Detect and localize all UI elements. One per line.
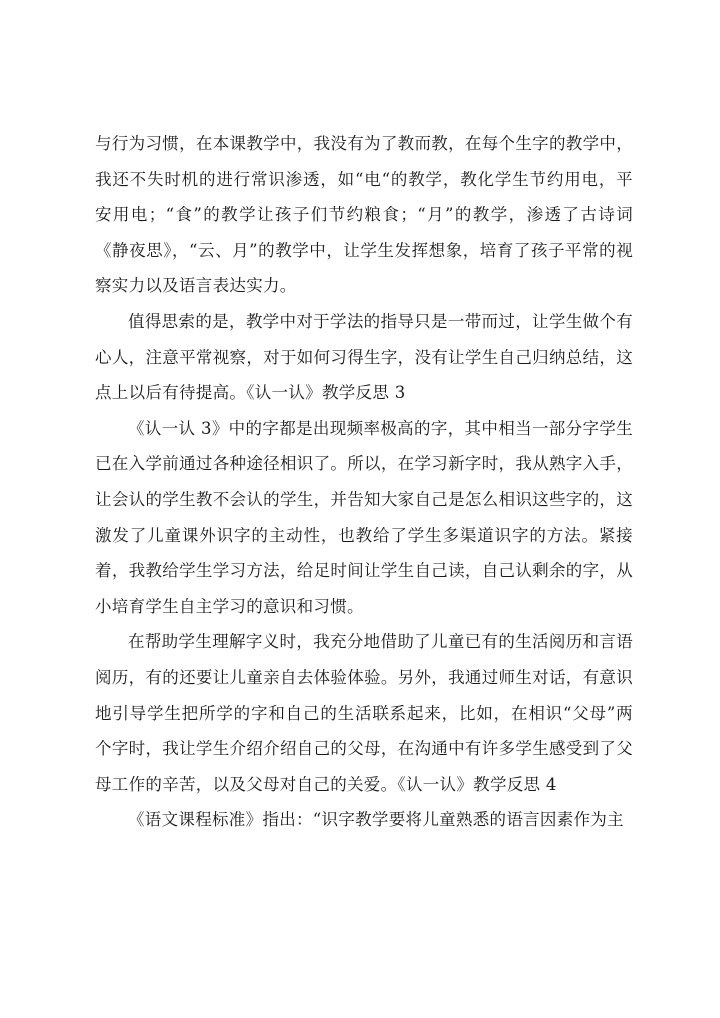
- paragraph-curriculum-standard: 《语文课程标准》指出：“识字教学要将儿童熟悉的语言因素作为主: [128, 810, 624, 830]
- paragraph-lesson-3: 《认一认 3》中的字都是出现频率极高的字，其中相当一部分字学生已在入学前通过各种途径相识了。所以，在学习新字时，我从熟字入手，让会认的学生教不会认的学生，并告知大家自己是怎么相识这些字的，这激发了儿童课外识字的主动性，也教给了学生多渠道识字的方法。紧接着，我教给学生学习方法，给足时间让学生自己读，自己认剩余的字，从小培育学生自主学习的意识和习惯。: [95, 418, 633, 616]
- paragraph-word-meaning: 在帮助学生理解字义时，我充分地借助了儿童已有的生活阅历和言语阅历，有的还要让儿童亲自去体验体验。另外，我通过师生对话，有意识地引导学生把所学的字和自己的生活联系起来，比如，在相识“父母”两个字时，我让学生介绍介绍自己的父母，在沟通中有许多学生感受到了父母工作的辛苦，以及父母对自己的关爱。《认一认》教学反思 4: [95, 632, 633, 794]
- document-body: [95, 126, 633, 838]
- paragraph-reflection: 值得思索的是，教学中对于学法的指导只是一带而过，让学生做个有心人，注意平常视察，对于如何习得生字，没有让学生自己归纳总结，这点上以后有待提高。《认一认》教学反思 3: [95, 311, 633, 403]
- paragraph-continuation: 与行为习惯，在本课教学中，我没有为了教而教，在每个生字的教学中，我还不失时机的进行常识渗透，如“电“的教学，教化学生节约用电，平安用电；“食”的教学让孩子们节约粮食；“月”的教学，渗透了古诗词《静夜思》，“云、月”的教学中，让学生发挥想象，培育了孩子平常的视察实力以及语言表达实力。: [95, 134, 633, 296]
